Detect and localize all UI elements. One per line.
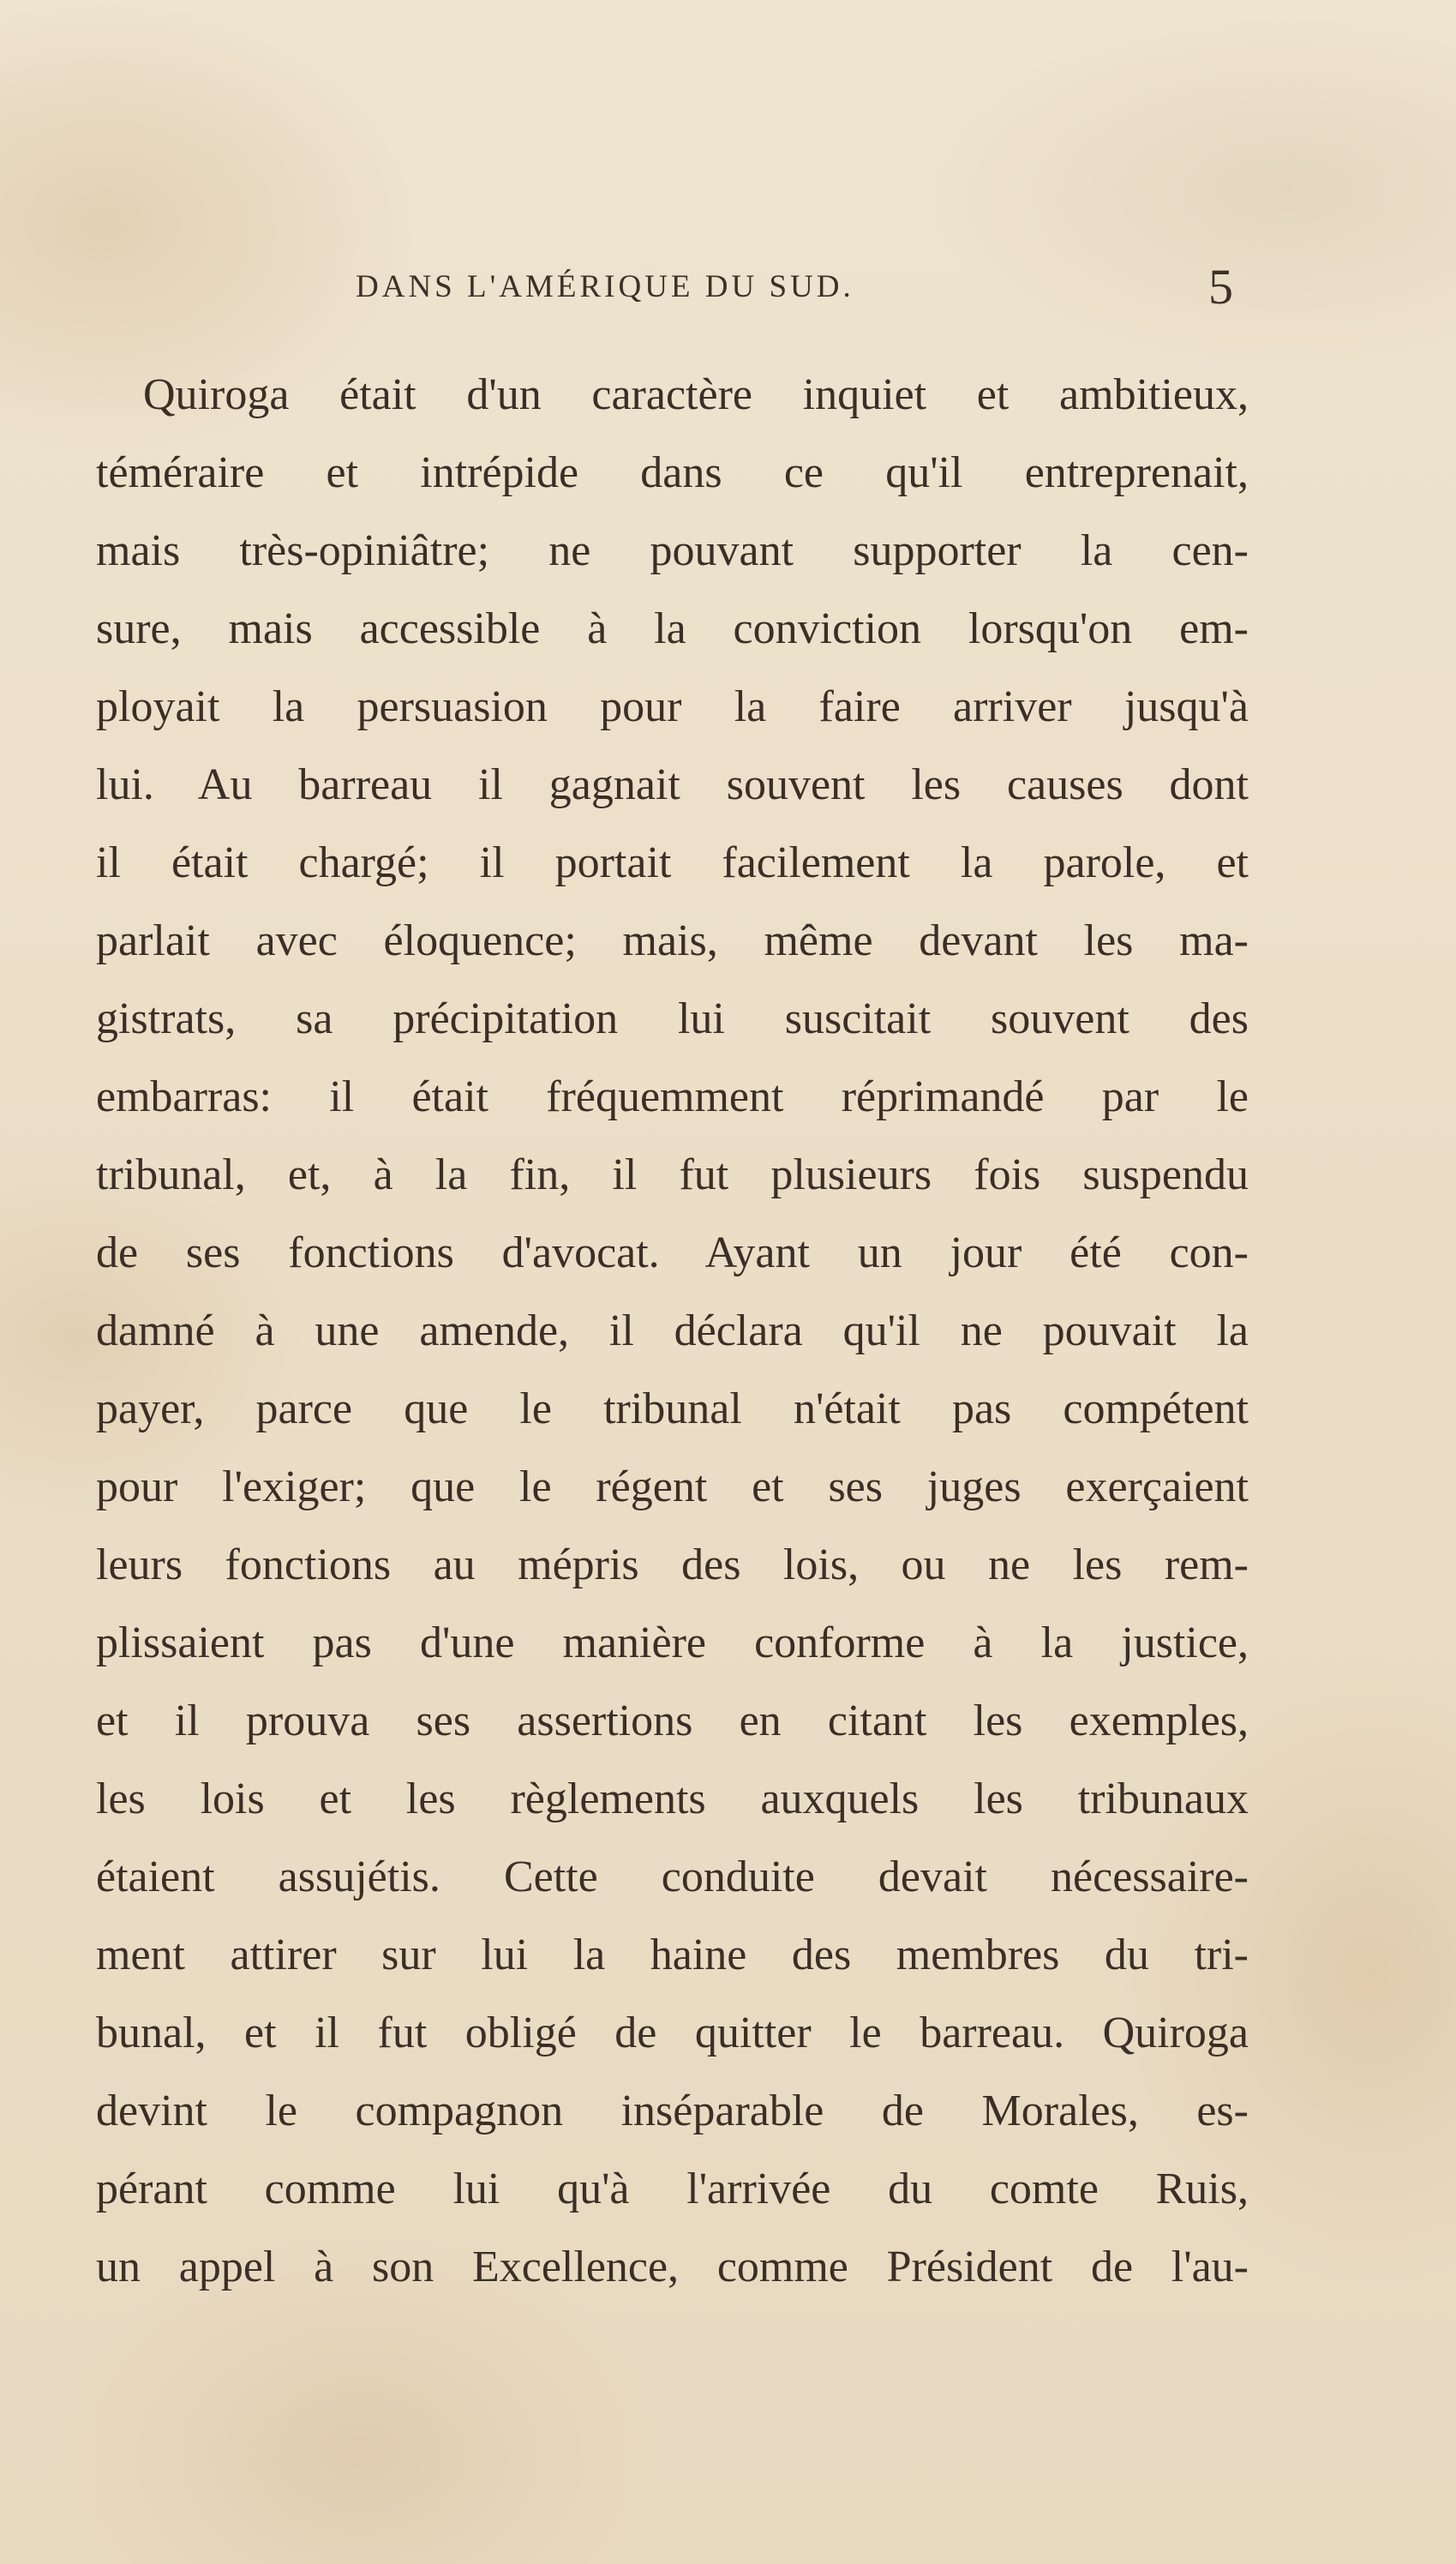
text-line: mais très-opiniâtre; ne pouvant supporter la cen- xyxy=(96,526,1249,575)
text-line: ment attirer sur lui la haine des membres du tri- xyxy=(96,1931,1249,1979)
text-line: il était chargé; il portait facilement la parole, et xyxy=(96,838,1249,887)
text-line: ployait la persuasion pour la faire arriver jusqu'à xyxy=(96,682,1249,731)
text-line: et il prouva ses assertions en citant les exemples, xyxy=(96,1696,1249,1745)
body-text xyxy=(96,356,1249,2306)
text-line: tribunal, et, à la fin, il fut plusieurs fois suspendu xyxy=(96,1150,1249,1199)
text-line: leurs fonctions au mépris des lois, ou ne les rem- xyxy=(96,1540,1249,1589)
running-head: DANS L'AMÉRIQUE DU SUD. xyxy=(356,269,854,304)
text-line: embarras: il était fréquemment réprimandé par le xyxy=(96,1072,1249,1121)
text-line: les lois et les règlements auxquels les tribunaux xyxy=(96,1774,1249,1823)
text-line: plissaient pas d'une manière conforme à la justice, xyxy=(96,1618,1249,1667)
text-line: un appel à son Excellence, comme Président de l'au- xyxy=(96,2243,1249,2291)
text-line: payer, parce que le tribunal n'était pas compétent xyxy=(96,1384,1249,1433)
text-line: Quiroga était d'un caractère inquiet et ambitieux, xyxy=(143,370,1249,419)
text-line: devint le compagnon inséparable de Morales, es- xyxy=(96,2087,1249,2135)
text-line: sure, mais accessible à la conviction lorsqu'on em- xyxy=(96,604,1249,653)
text-line: de ses fonctions d'avocat. Ayant un jour été con- xyxy=(96,1228,1249,1277)
text-line: lui. Au barreau il gagnait souvent les causes dont xyxy=(96,760,1249,809)
text-line: gistrats, sa précipitation lui suscitait souvent des xyxy=(96,994,1249,1043)
text-line: pour l'exiger; que le régent et ses juges exerçaient xyxy=(96,1462,1249,1511)
text-line: damné à une amende, il déclara qu'il ne pouvait la xyxy=(96,1306,1249,1355)
page-number: 5 xyxy=(1208,259,1233,315)
text-line: bunal, et il fut obligé de quitter le barreau. Quiroga xyxy=(96,2009,1249,2057)
text-line: parlait avec éloquence; mais, même devant les ma- xyxy=(96,916,1249,965)
text-line: étaient assujétis. Cette conduite devait nécessaire- xyxy=(96,1852,1249,1901)
text-line: téméraire et intrépide dans ce qu'il entreprenait, xyxy=(96,448,1249,497)
page-header xyxy=(0,261,1456,313)
text-line: pérant comme lui qu'à l'arrivée du comte Ruis, xyxy=(96,2165,1249,2213)
